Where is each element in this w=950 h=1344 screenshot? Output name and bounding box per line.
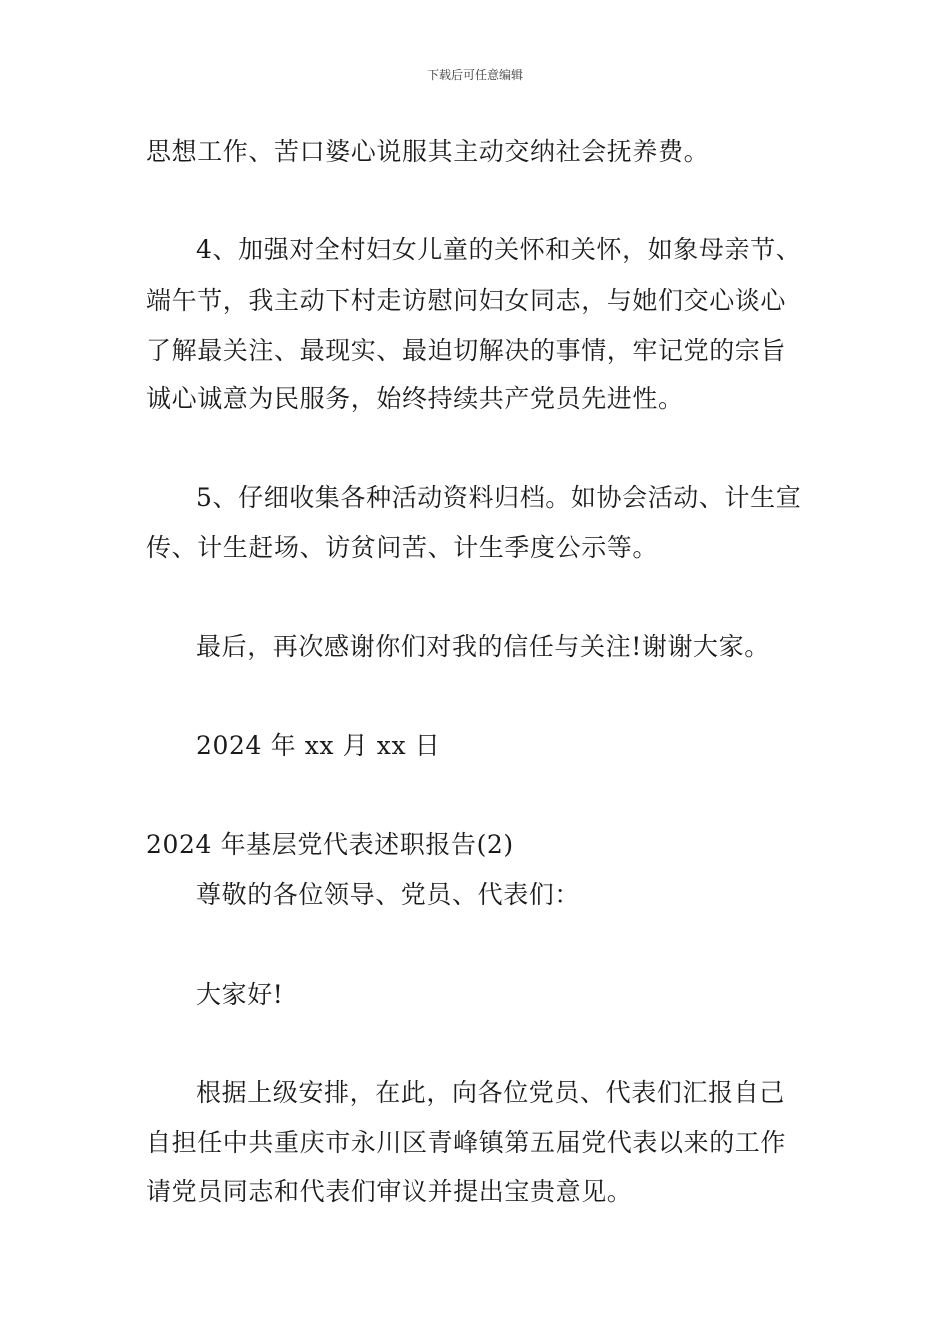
text-line: 了解最关注、最现实、最迫切解决的事情，牢记党的宗旨 — [146, 336, 787, 365]
text-line: 端午节，我主动下村走访慰问妇女同志，与她们交心谈心 — [146, 286, 787, 315]
section-title: 2024 年基层党代表述职报告(2) — [146, 830, 514, 859]
salutation: 尊敬的各位领导、党员、代表们： — [196, 880, 581, 909]
text-line: 4、加强对全村妇女儿童的关怀和关怀，如象母亲节、 — [196, 235, 802, 264]
date-line: 2024 年 xx 月 xx 日 — [196, 731, 441, 760]
greeting: 大家好! — [196, 980, 284, 1009]
text-line: 传、计生赶场、访贫问苦、计生季度公示等。 — [146, 533, 659, 562]
text-line: 诚心诚意为民服务，始终持续共产党员先进性。 — [146, 384, 684, 413]
text-line: 自担任中共重庆市永川区青峰镇第五届党代表以来的工作 — [146, 1128, 787, 1157]
closing-line: 最后，再次感谢你们对我的信任与关注!谢谢大家。 — [196, 632, 770, 661]
text-line: 5、仔细收集各种活动资料归档。如协会活动、计生宣 — [196, 483, 802, 512]
text-line: 根据上级安排，在此，向各位党员、代表们汇报自己 — [196, 1078, 785, 1107]
page-header-note: 下载后可任意编辑 — [426, 68, 523, 82]
text-line: 请党员同志和代表们审议并提出宝贵意见。 — [146, 1177, 633, 1206]
text-line: 思想工作、苦口婆心说服其主动交纳社会抚养费。 — [146, 137, 710, 166]
